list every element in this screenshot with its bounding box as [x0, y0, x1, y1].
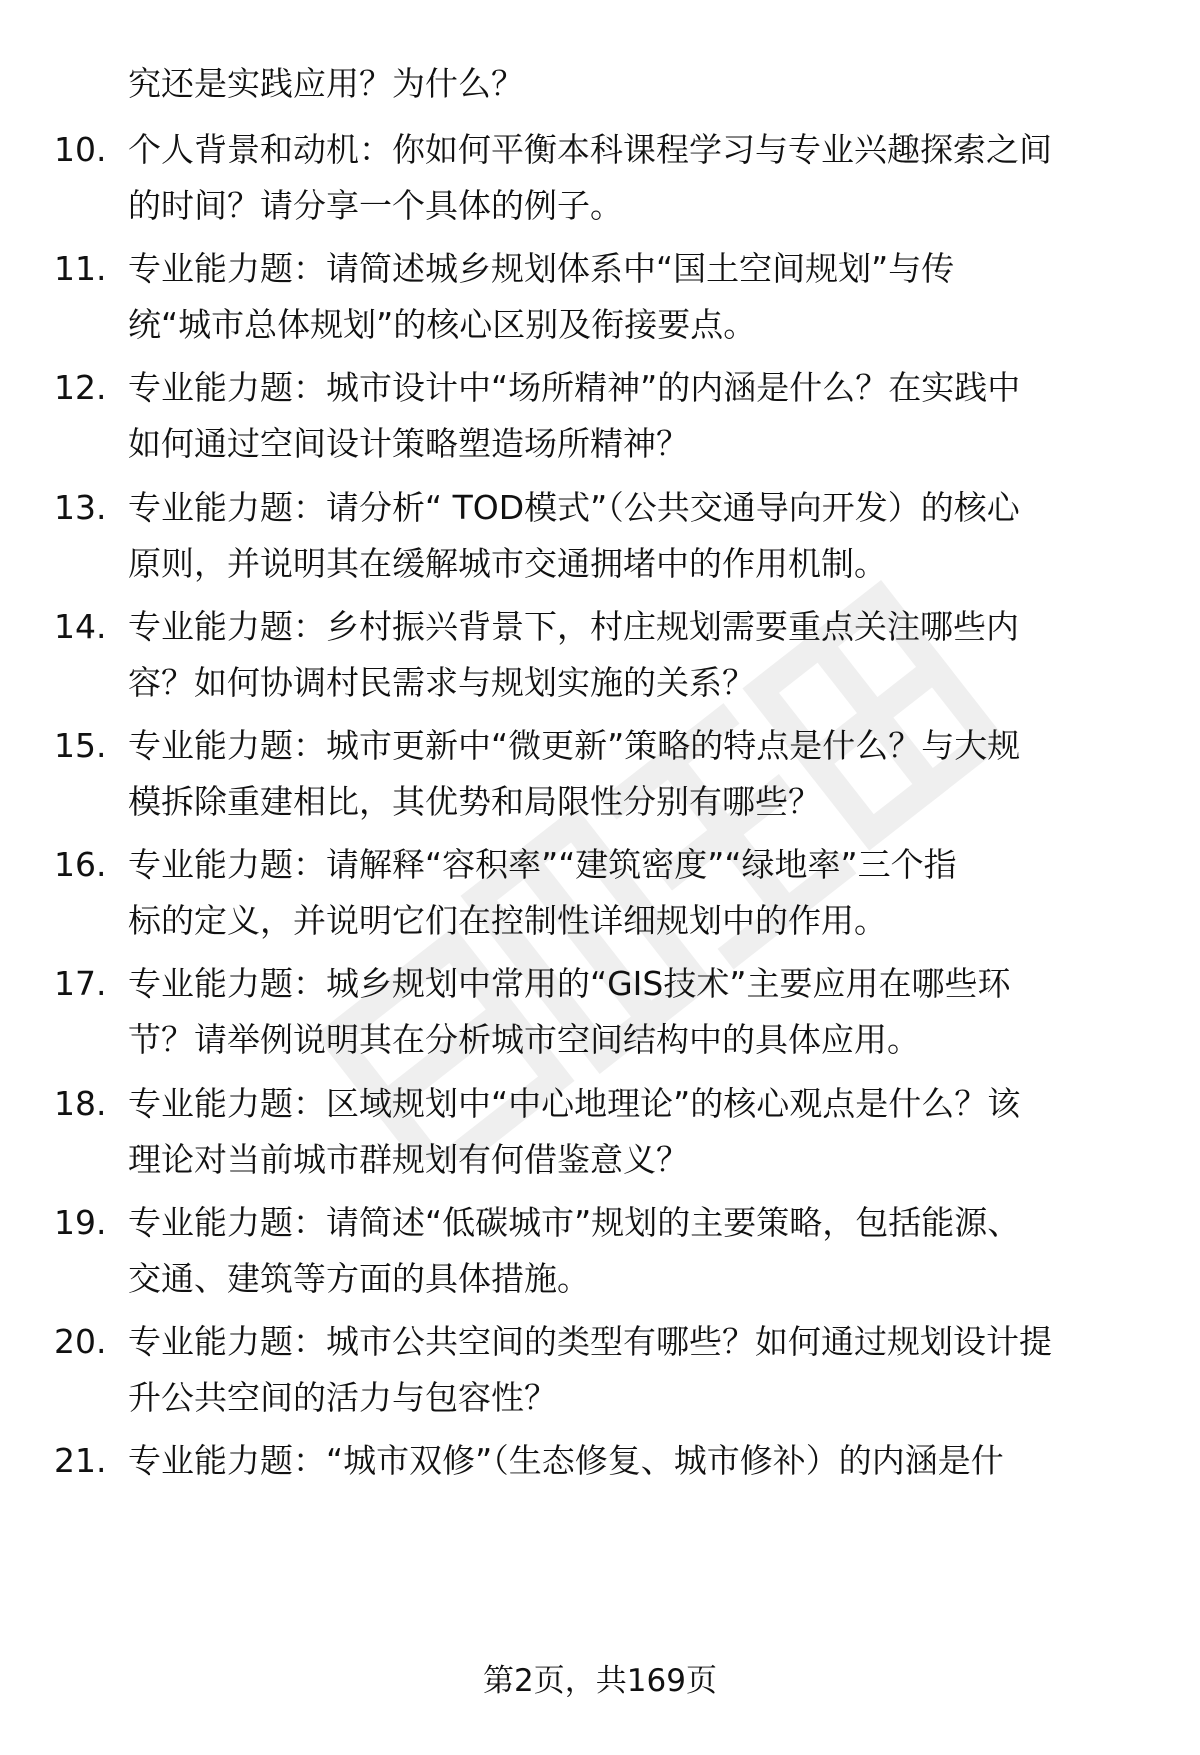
question-text-line: 专业能力题：“城市双修”（生态修复、城市修补）的内涵是什: [128, 1441, 1004, 1480]
question-text-line: 专业能力题：请分析“ TOD模式”（公共交通导向开发）的核心: [128, 488, 1020, 527]
question-text-line: 原则，并说明其在缓解城市交通拥堵中的作用机制。: [128, 544, 887, 583]
question-text: [128, 718, 1158, 830]
question-text: [128, 1314, 1158, 1426]
question-text-line: 的时间？请分享一个具体的例子。: [128, 186, 623, 225]
question-text-line: 专业能力题：城市公共空间的类型有哪些？如何通过规划设计提: [128, 1322, 1052, 1361]
question-text: [128, 956, 1158, 1068]
question-text-line: 标的定义，并说明它们在控制性详细规划中的作用。: [128, 901, 887, 940]
question-text-line: 升公共空间的活力与包容性？: [128, 1378, 557, 1417]
question-text-line: 专业能力题：请简述“低碳城市”规划的主要策略，包括能源、: [128, 1203, 1021, 1242]
question-text-line: 如何通过空间设计策略塑造场所精神？: [128, 424, 689, 463]
question-text-line: 专业能力题：区域规划中“中心地理论”的核心观点是什么？该: [128, 1084, 1021, 1123]
question-text-line: 统“城市总体规划”的核心区别及衔接要点。: [128, 305, 757, 344]
question-number: 14.: [54, 607, 107, 646]
question-text: [128, 837, 1158, 949]
question-text: [128, 1076, 1158, 1188]
question-number: 11.: [54, 249, 107, 288]
question-number: 17.: [54, 964, 107, 1003]
question-number: 21.: [54, 1441, 107, 1480]
question-number: 19.: [54, 1203, 107, 1242]
question-text-line: 交通、建筑等方面的具体措施。: [128, 1259, 590, 1298]
question-text: [128, 480, 1158, 592]
continued-question-text: 究还是实践应用？为什么？: [128, 64, 524, 103]
question-number: 13.: [54, 488, 107, 527]
question-text: [128, 241, 1158, 353]
question-text-line: 容？如何协调村民需求与规划实施的关系？: [128, 663, 755, 702]
question-text-line: 专业能力题：乡村振兴背景下，村庄规划需要重点关注哪些内: [128, 607, 1019, 646]
question-number: 18.: [54, 1084, 107, 1123]
question-text-line: 专业能力题：城市设计中“场所精神”的内涵是什么？在实践中: [128, 368, 1021, 407]
question-text-line: 模拆除重建相比，其优势和局限性分别有哪些？: [128, 782, 821, 821]
question-text: [128, 122, 1158, 234]
question-text: [128, 599, 1158, 711]
question-number: 15.: [54, 726, 107, 765]
question-number: 12.: [54, 368, 107, 407]
question-text: [128, 1195, 1158, 1307]
question-text: [128, 1433, 1158, 1489]
question-text: [128, 360, 1158, 472]
question-text-line: 节？请举例说明其在分析城市空间结构中的具体应用。: [128, 1020, 920, 1059]
page-footer: 第2页，共169页: [483, 1663, 717, 1699]
question-text-line: 专业能力题：城乡规划中常用的“GIS技术”主要应用在哪些环: [128, 964, 1011, 1003]
question-number: 10.: [54, 130, 107, 169]
question-text-line: 理论对当前城市群规划有何借鉴意义？: [128, 1140, 689, 1179]
question-text-line: 个人背景和动机：你如何平衡本科课程学习与专业兴趣探索之间: [128, 130, 1052, 169]
question-text-line: 专业能力题：请解释“容积率”“建筑密度”“绿地率”三个指: [128, 845, 957, 884]
question-number: 16.: [54, 845, 107, 884]
question-number: 20.: [54, 1322, 107, 1361]
question-text-line: 专业能力题：城市更新中“微更新”策略的特点是什么？与大规: [128, 726, 1021, 765]
question-text-line: 专业能力题：请简述城乡规划体系中“国土空间规划”与传: [128, 249, 955, 288]
